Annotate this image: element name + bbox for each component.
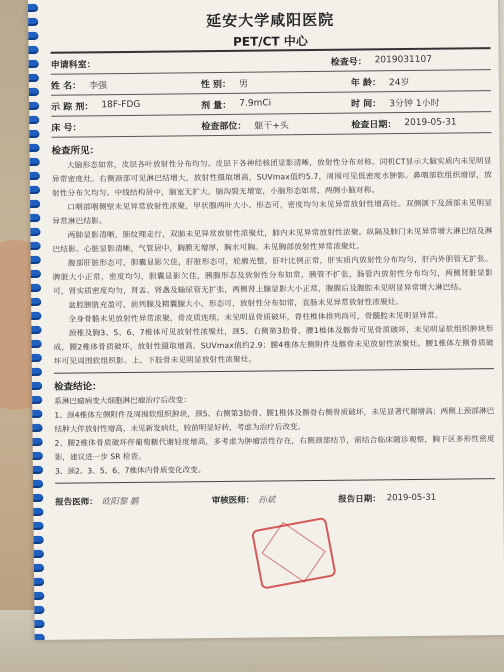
signature-row bbox=[55, 485, 495, 514]
findings-paragraph: 口咽部咽侧壁未见异常放射性浓聚，甲状腺两叶大小、形态可，密度均匀未见异常放射性增高灶。双侧颌下及颈部未见明显异常淋巴结影。 bbox=[52, 198, 493, 226]
tracer-label: 示 踪 剂： bbox=[51, 101, 94, 113]
findings-title: 检查所见： bbox=[51, 145, 100, 157]
age-label: 年 龄： bbox=[350, 77, 382, 89]
hospital-name: 延安大学咸阳医院 bbox=[206, 10, 335, 31]
binding-ring bbox=[28, 4, 38, 12]
findings-paragraph: 全身骨骼未见放射性异常浓聚，骨皮质连续，未见明显骨质破坏，脊柱椎体排列尚可，骨髓腔未见明显异常。 bbox=[68, 310, 443, 324]
name-label: 姓 名： bbox=[50, 80, 82, 92]
reviewer-label: 审核医师： bbox=[211, 495, 255, 507]
hospital-seal-stamp bbox=[251, 517, 337, 590]
report-date-value: 2019-05-31 bbox=[386, 492, 437, 504]
reporter-signature: 欧阳黎 鹏 bbox=[101, 496, 139, 508]
reporter-label: 报告医师： bbox=[55, 497, 98, 508]
name-value: 李强 bbox=[88, 80, 108, 91]
exam-date-value: 2019-05-31 bbox=[404, 117, 457, 129]
binding-ring bbox=[28, 60, 39, 68]
binding-ring bbox=[28, 144, 40, 152]
findings-paragraph: 盆腔膀胱充盈可，前列腺及精囊腺大小、形态可，放射性分布如常，直肠未见异常放射性浓聚灶。 bbox=[68, 297, 404, 310]
binding-ring bbox=[28, 242, 41, 250]
seal-inner-mark bbox=[261, 522, 325, 583]
binding-ring bbox=[28, 270, 41, 278]
exam-no-label: 检查号： bbox=[330, 56, 367, 68]
binding-ring bbox=[28, 172, 40, 180]
binding-ring bbox=[28, 32, 38, 40]
age-value: 24岁 bbox=[388, 77, 410, 88]
report-date-label: 报告日期： bbox=[338, 494, 381, 505]
gender-value: 男 bbox=[238, 79, 249, 90]
report-content bbox=[50, 3, 495, 514]
binding-ring bbox=[28, 74, 39, 82]
time-value: 3分钟 1小时 bbox=[389, 98, 440, 109]
binding-ring bbox=[28, 130, 39, 138]
exam-part-label: 检查部位： bbox=[201, 121, 247, 132]
dose-value: 7.9mCi bbox=[239, 98, 272, 109]
binding-ring bbox=[28, 228, 40, 236]
binding-ring bbox=[28, 88, 39, 96]
time-label: 时 间： bbox=[351, 98, 382, 110]
bed-label: 床 号： bbox=[51, 122, 82, 134]
reviewer-signature: 孙斌 bbox=[258, 495, 276, 506]
department-name: PET/CT 中心 bbox=[233, 34, 308, 49]
section-divider bbox=[54, 368, 494, 374]
binding-ring bbox=[28, 18, 38, 26]
findings-paragraph: 两肺显影清晰，肺纹理走行，双肺未见异常放射性浓聚灶，肺内未见异常放射性浓聚。纵隔及肺门未见异常增大淋巴结及淋巴结影。心脏显影清晰，气管居中，胸膜无增厚，胸水可胸。未见胸部放射性异常浓聚灶。 bbox=[52, 226, 493, 254]
binding-ring bbox=[28, 256, 41, 264]
section-divider bbox=[55, 478, 495, 484]
conclusion-heading: 系淋巴瘤病变大细胞淋巴瘤治疗后改变： bbox=[54, 395, 191, 406]
findings-paragraph: 大脑形态如常，皮层各叶放射性分布均匀。皮层下各神经核团显影清晰，放射性分布对称。同机CT显示大脑实质内未见明显异常密度灶。右侧颈部可见淋巴结增大，放射性摄取增高，SUVmax值约5.7，周围可见低密度水肿影。鼻咽部软组织增厚，放射性分布欠均匀。中线结构居中，脑室无扩大，脑沟裂无增宽，小脑形态如常，两侧小脑对称。 bbox=[51, 156, 492, 198]
binding-ring bbox=[28, 214, 40, 222]
dose-label: 剂 量： bbox=[201, 100, 232, 111]
conclusion-title: 检查结论： bbox=[53, 381, 102, 393]
binding-ring bbox=[28, 186, 40, 194]
exam-date-label: 检查日期： bbox=[351, 119, 397, 131]
conclusion-item: 2、腰2椎体骨质破坏伴葡萄糖代谢轻度增高，多考虑为肿瘤活性存在，右侧颈部结节，需结合临床随诊观察，胸下区多形性密度影，建议进一步 SR 检查。 bbox=[54, 434, 495, 462]
conclusion-item: 1、颈4椎体左侧附件及周围软组织肿块，颈5、右侧第3肋骨、腰1椎体及髂骨右侧骨质破坏，未见显著代谢增高；两侧上颈部淋巴结肿大伴放射性增高，未见新发病灶，较前明显好转，考虑为治疗后改变。 bbox=[54, 406, 495, 434]
binding-ring bbox=[28, 46, 39, 54]
binding-ring bbox=[28, 158, 40, 166]
tracer-value: 18F-FDG bbox=[101, 99, 141, 111]
findings-paragraph: 腹部肝脏形态可，胆囊显影欠佳，肝脏形态可，轮廓光整，肝叶比例正常，肝实质内放射性分布均匀，肝内外胆管无扩张。脾脏大小正常，密度均匀，胆囊显影欠佳，胰腺形态及放射性分布如常，胰管不扩张，肠管内放射性分布均匀，两侧肾脏显影可，肾实质密度均匀，肾盂、肾盏及输尿管无扩张，两侧肾上腺显影大小正常，腹膜后及腹腔未见明显异常增大淋巴结。 bbox=[52, 254, 493, 296]
info-row-4 bbox=[51, 112, 491, 138]
binding-ring bbox=[28, 200, 40, 208]
binding-ring bbox=[28, 102, 39, 110]
binding-ring bbox=[28, 116, 39, 124]
exam-part-value: 躯干+头 bbox=[254, 120, 289, 132]
conclusion-item: 3、颈2、3、5、6、7椎体内骨质变化改变。 bbox=[54, 465, 206, 476]
applicant-dept-label: 申请科室： bbox=[50, 59, 96, 71]
findings-paragraph: 颈椎及胸3、5、6、7椎体可见放射性浓聚灶，颈5、右侧第3肋骨、腰1椎体及髂骨可见骨质破坏，未见明显软组织肿块形成，腰2椎体骨质破坏，放射性摄取增高，SUVmax值约2.9；腰4椎体左侧附件及髂骨未见放射性浓聚灶。腰1椎体左侧骨质破坏可见周围软组织影。上、下肢骨未见明显放射性浓聚灶。 bbox=[53, 324, 494, 366]
gender-label: 性 别： bbox=[200, 79, 232, 90]
report-page bbox=[28, 0, 504, 640]
exam-no-value: 2019031107 bbox=[374, 54, 432, 66]
